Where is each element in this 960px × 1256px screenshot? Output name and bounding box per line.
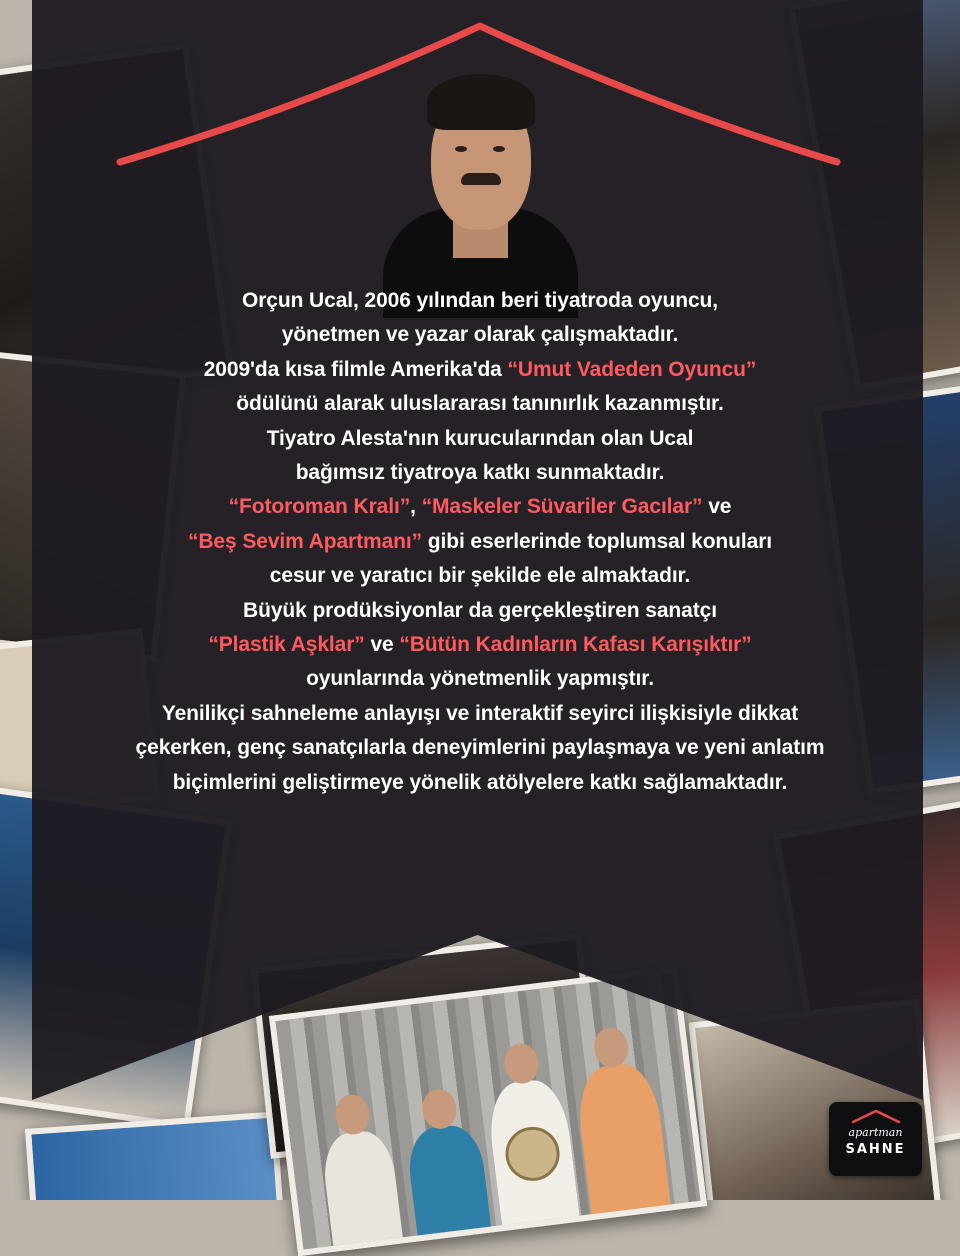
logo-script-text: apartman (848, 1126, 903, 1139)
bio-text: Tiyatro Alesta'nın kurucularından olan Ucal (266, 426, 694, 450)
bio-line (60, 697, 900, 731)
bio-text: yönetmen ve yazar olarak çalışmaktadır. (281, 323, 679, 347)
bio-line (60, 662, 900, 696)
logo-roof-icon (851, 1108, 901, 1124)
bio-line (60, 422, 900, 456)
bio-text: Büyük prodüksiyonlar da gerçekleştiren sanatçı (243, 598, 717, 622)
bio-line (60, 731, 900, 765)
artist-biography (60, 284, 900, 800)
bio-line (60, 525, 900, 559)
bio-line (60, 456, 900, 490)
stage-performance-photo (269, 966, 707, 1256)
highlighted-title: “Maskeler Süvariler Gacılar” (421, 495, 703, 519)
bio-text: 2009'da kısa filmle Amerika'da (203, 357, 508, 381)
actor-figure (405, 1122, 492, 1245)
bio-line (60, 318, 900, 352)
highlighted-title: “Beş Sevim Apartmanı” (187, 529, 423, 553)
bio-line (60, 353, 900, 387)
bio-text: cesur ve yaratıcı bir şekilde ele almaktadır. (269, 564, 691, 588)
apartman-sahne-logo (829, 1102, 922, 1176)
bio-line (60, 594, 900, 628)
bio-text: , (410, 495, 422, 519)
bio-text: ödülünü alarak uluslararası tanınırlık kazanmıştır. (236, 392, 724, 416)
bio-line (60, 284, 900, 318)
bio-line (60, 628, 900, 662)
bio-line (60, 559, 900, 593)
highlighted-title: “Fotoroman Kralı” (228, 495, 411, 519)
bio-line (60, 387, 900, 421)
bio-text: bağımsız tiyatroya katkı sunmaktadır. (295, 461, 665, 485)
bio-text: biçimlerini geliştirmeye yönelik atölyelere katkı sağlamaktadır. (172, 770, 788, 794)
highlighted-title: “Plastik Aşklar” (208, 633, 365, 657)
bio-text: ve (364, 633, 400, 657)
artist-portrait (383, 68, 578, 318)
bio-text: ve (702, 495, 732, 519)
bio-text: Orçun Ucal, 2006 yılından beri tiyatroda oyuncu, (241, 289, 718, 312)
logo-wordmark: SAHNE (845, 1142, 906, 1157)
bio-line (60, 490, 900, 524)
bio-text: çekerken, genç sanatçılarla deneyimlerini paylaşmaya ve yeni anlatım (135, 736, 825, 760)
collage-photo (25, 1111, 287, 1200)
bio-line (60, 766, 900, 800)
bio-text: oyunlarında yönetmenlik yapmıştır. (306, 667, 654, 691)
bio-text: Yenilikçi sahneleme anlayışı ve interaktif seyirci ilişkisiyle dikkat (161, 701, 799, 725)
highlighted-title: “Umut Vadeden Oyuncu” (507, 357, 757, 381)
actor-figure (320, 1128, 404, 1256)
bio-text: gibi eserlerinde toplumsal konuları (422, 529, 773, 553)
highlighted-title: “Bütün Kadınların Kafası Karışıktır” (399, 633, 752, 657)
